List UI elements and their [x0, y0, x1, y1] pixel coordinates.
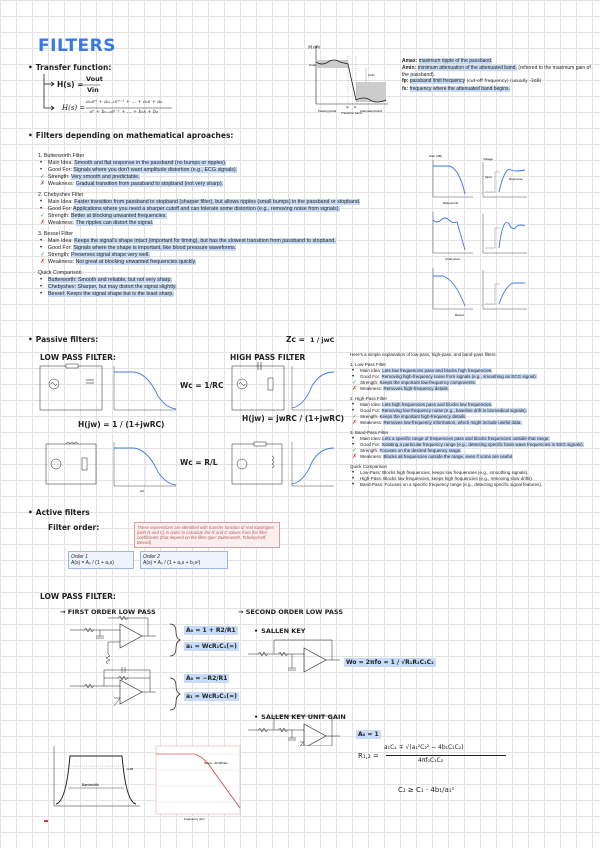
zc-label: Zc = — [286, 335, 305, 344]
r12-lhs: R₁,₂ = — [358, 752, 379, 760]
lp-rc-graph — [114, 366, 176, 410]
svg-text:Bandwidth: Bandwidth — [82, 783, 99, 787]
r12-numerator: a₁C₂ ∓ √(a₁²C₂² − 4b₁C₁C₂) — [384, 744, 464, 751]
low-pass-heading: LOW PASS FILTER: — [40, 353, 116, 362]
first-order-heading: → FIRST ORDER LOW PASS — [60, 608, 156, 616]
hp-rl-graph — [292, 442, 334, 486]
slope-graph — [156, 746, 240, 821]
svg-text:Response: Response — [509, 177, 523, 181]
page-title: FILTERS — [38, 36, 116, 56]
r12-fraction-bar — [386, 755, 506, 756]
approaches-heading: • Filters depending on mathematical aproaches: — [28, 131, 233, 140]
filter-spec-graph — [308, 42, 390, 117]
wc-rc-label: Wc = 1/RC — [180, 381, 224, 390]
order2-box: Order 2 A(s) = A₀ / (1 + a₁s + b₁s²) — [140, 551, 228, 569]
sallen-key-circuit — [248, 640, 340, 672]
a0-positive: A₀ = 1 + R2/R1 — [186, 627, 236, 634]
butterworth-block: 1. Butterworth Filter • Main Idea: Smooth and flat response in the passband (no bumps or ripples). • Good For: Signals where you don't want amplitude distortion (e.g., ECG signals). ✓ Strength: Very smooth and predictable. ✗ Weakness: Gradual transition from passband to stopband (not very sharp). — [38, 153, 238, 187]
sallen-unit-circuit — [248, 716, 340, 746]
hs-numerator: aₘsᵐ + aₘ₋₁sᵐ⁻¹ + ... + a₁s + a₀ — [86, 100, 163, 105]
c2-inequality: C₂ ≥ C₁ · 4b₁/a₁² — [398, 786, 455, 794]
spec-fp: fp — [346, 105, 349, 109]
hs-denominator: sⁿ + bₙ₋₁sⁿ⁻¹ + ... + b₁s + b₀ — [90, 110, 159, 115]
inverting-circuit — [70, 667, 156, 706]
spec-ylabel: |H| (dB) — [308, 45, 320, 49]
spec-fs: fs — [354, 105, 357, 109]
second-order-heading: → SECOND ORDER LOW PASS — [238, 608, 344, 616]
spec-amin: Amin — [368, 73, 375, 77]
svg-text:Slope: -20 dB/dec: Slope: -20 dB/dec — [204, 761, 228, 765]
active-low-heading: LOW PASS FILTER: — [40, 592, 116, 601]
lp-rc-circuit — [40, 364, 102, 410]
bandwidth-graphs — [44, 742, 244, 822]
hs-label: H(s) = — [57, 80, 84, 89]
sallen-key-heading: • SALLEN KEY — [254, 627, 305, 635]
hp-rc-circuit — [232, 362, 284, 410]
filter-order-label: Filter order: — [48, 523, 100, 532]
spec-attenuated: Attenuated band — [360, 109, 383, 113]
a1-negative: a₁ = WcR₂C₁(=) — [186, 693, 237, 700]
bessel-graphs — [433, 268, 527, 317]
chebyshev-block: 2. Chebyshev Filter • Main Idea: Faster transition from passband to stopband (sharper filter), but allows ripples (small bumps) in the passband or stopband. • Good For: Applications where you need a sharper cutoff and can tolerate some distortion (e.g., removing noise from signals). ✓ Strength: Better at blocking unwanted frequencies. ✗ Weakness: The ripples can distort the signal. — [38, 192, 361, 226]
approaches-list — [38, 153, 418, 298]
active-heading: • Active filters — [28, 508, 90, 517]
zc-fraction: 1 / jwC — [310, 336, 335, 344]
lp-rl-graph — [114, 442, 176, 492]
approach-response-graphs — [425, 152, 535, 317]
band-pass-explain: 3. Band-Pass Filter • Main Idea: Lets a specific range of frequencies pass and blocks frequencies outside that range. • Good For: Isolating a particular frequency range (e.g., detecting specific brain wave frequencies in EEG signals). ✓ Strength: Focuses on the desired frequency range. ✗ Weakness: Blocks all frequencies outside the range, even if some are useful. — [350, 430, 584, 460]
red-mark — [44, 820, 48, 822]
svg-text:Chebyshev: Chebyshev — [445, 257, 461, 261]
h-low-eq: H(jw) = 1 / (1+jwRC) — [78, 420, 165, 429]
order-note: These expressions are identified with transfer function of real topologies (with R and C) in order to calculate the R and C values from the filter coefficients (that depend on the filter type: Butterworth, Tchebycheff, Bessel) — [134, 522, 280, 548]
lp-rl-circuit — [46, 442, 96, 484]
a0-negative: A₀ = −R2/R1 — [186, 675, 228, 682]
svg-text:Butterworth: Butterworth — [443, 201, 459, 205]
svg-text:Bessel: Bessel — [455, 313, 465, 317]
hp-rl-circuit — [232, 442, 282, 484]
high-pass-explain: 2. High-Pass Filter • Main Idea: Lets high frequencies pass and blocks low frequencies. • Good For: Removing low-frequency noise (e.g., baseline drift in biomedical signals). ✓ Strength: Keeps the important high-frequency details. ✗ Weakness: Removes low-frequency information, which might include useful data. — [350, 396, 527, 426]
svg-text:Voltage: Voltage — [483, 157, 494, 161]
wc-rl-label: Wc = R/L — [180, 458, 218, 467]
transfer-heading: • Transfer function: — [28, 63, 111, 72]
chebyshev-graphs — [433, 212, 527, 261]
bessel-block: 3. Bessel Filter • Main Idea: Keeps the signal's shape intact (important for timing), but has the slowest transition from passband to stopband. • Good For: Signals where the shape is important, like blood pressure waveforms. ✓ Strength: Preserves signal shape very well. ✗ Weakness: Not great at blocking unwanted frequencies quickly. — [38, 231, 336, 265]
a1-positive: a₁ = WcR₁C₁(=) — [186, 643, 237, 650]
butterworth-graphs — [429, 154, 527, 205]
sallen-unit-heading: • SALLEN KEY UNIT GAIN — [254, 713, 346, 721]
hs-frac-den: Vin — [87, 86, 99, 94]
sallen-key-circuits — [244, 636, 364, 746]
order1-box: Order 1 A(s) = A₀ / (1 + a₁s) — [68, 551, 134, 569]
spec-amax: Amax — [309, 63, 317, 67]
filter-types-explanation: Here's a simple explanation of low-pass, high-pass, and band-pass filters: 1. Low-Pass Filter • Main Idea: Lets low frequencies pass and blocks high frequencies. • Good For: Removing high-frequency noise from signals (e.g., smoothing an ECG signal). ✓ Strength: Keeps the important low-frequency components. ✗ Weakness: Removes high-frequency details. 2. High-Pass Filter • Main Idea: Lets high frequencies pass and blocks low frequencies. • Good For: Removing low-frequency noise (e.g., baseline drift in biomedical signals). ✓ Strength: Keeps the important high-frequency details. ✗ Weakness: Removes low-frequency information, which might include useful data. 3. Band-Pass Filter • Main Idea: Lets a specific range of frequencies pass and blocks frequencies outside that range. • Good For: Isolating a particular frequency range (e.g., detecting specific brain wave frequencies in EEG signals). ✓ Strength: Focuses on the desired frequency range. ✗ Weakness: Blocks all frequencies outside the range, even if some are useful. Quick Comparison • Low-Pass: Blocks high frequencies, keeps low frequencies (e.g., smoothing signals). • High-Pass: Blocks low frequencies, keeps high frequencies (e.g., removing slow drifts). • Band-Pass: Focuses on a specific frequency range (e.g., detecting specific signal features). — [350, 352, 596, 488]
svg-text:w0: w0 — [140, 489, 144, 492]
amax-amin-note: Amax: maximum ripple of the passband. Amin: minimum attenuation of the attenuated band. (referred to the maximum gain of the passband). fp: passband limit frequency (cut-off frequency) (usually -3dB) fs: frequency where the attenuated band begins. — [402, 58, 591, 93]
wo-equation: Wo = 2πfo = 1 / √R₁R₂C₁C₂ — [346, 659, 434, 666]
bandwidth-graph — [54, 746, 140, 806]
approaches-quick: Quick Comparison • Butterworth: Smooth and reliable, but not very sharp. • Chebyshev: Sharper, but may distort the signal slightly. • Bessel: Keeps the signal shape but is the least sharp. — [38, 270, 177, 297]
passive-heading: • Passive filters: — [28, 335, 98, 344]
spec-passing: Passing band — [318, 109, 337, 113]
svg-text:-3 dB: -3 dB — [126, 767, 134, 771]
hs-frac-num: Vout — [86, 75, 103, 83]
hp-rc-graph — [292, 366, 334, 410]
h-high-eq: H(jw) = jwRC / (1+jwRC) — [242, 414, 345, 423]
spec-transition: Transition band — [341, 111, 362, 115]
low-pass-explain: 1. Low-Pass Filter • Main Idea: Lets low frequencies pass and blocks high frequencies. • Good For: Removing high-frequency noise from signals (e.g., smoothing an ECG signal). ✓ Strength: Keeps the important low-frequency components. ✗ Weakness: Removes high-frequency details. — [350, 362, 537, 392]
svg-text:Gain (dB): Gain (dB) — [429, 154, 442, 158]
explain-quick: Quick Comparison • Low-Pass: Blocks high frequencies, keeps low frequencies (e.g., smoothing signals). • High-Pass: Blocks low frequencies, keeps high frequencies (e.g., removing slow drifts). • Band-Pass: Focuses on a specific frequency range (e.g., detecting specific signal features). — [350, 464, 543, 488]
r12-denominator: 4πf₀C₁C₂ — [418, 757, 444, 764]
hs-full-lhs: H(s) = — [62, 104, 86, 112]
svg-text:Frequency (Hz): Frequency (Hz) — [184, 817, 205, 821]
svg-text:Input: Input — [485, 175, 492, 179]
noninverting-circuit — [70, 616, 156, 664]
high-pass-heading: HIGH PASS FILTER — [230, 353, 306, 362]
a0-unit: A₀ = 1 — [358, 731, 379, 738]
